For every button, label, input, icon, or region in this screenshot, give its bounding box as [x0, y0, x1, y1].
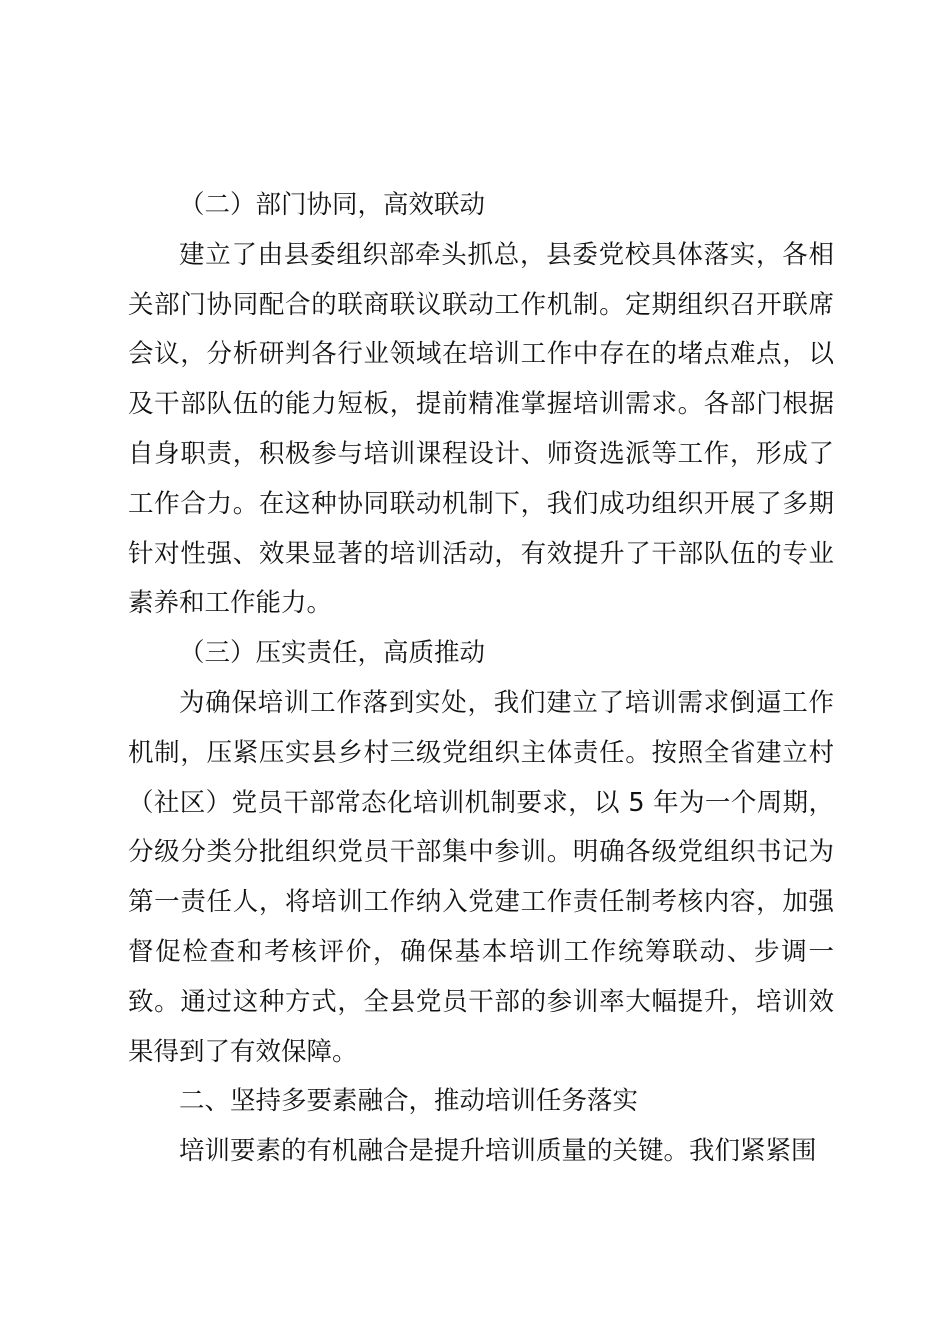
body-paragraph: 建立了由县委组织部牵头抓总，县委党校具体落实，各相关部门协同配合的联商联议联动工作机制。定期组织召开联席会议，分析研判各行业领域在培训工作中存在的堵点难点，以及干部队伍的能力短板，提前精准掌握培训需求。各部门根据自身职责，积极参与培训课程设计、师资选派等工作，形成了工作合力。在这种协同联动机制下，我们成功组织开展了多期针对性强、效果显著的培训活动，有效提升了干部队伍的专业素养和工作能力。	[128, 239, 834, 619]
chapter-heading: 二、坚持多要素融合，推动培训任务落实	[179, 1086, 639, 1117]
body-paragraph: 培训要素的有机融合是提升培训质量的关键。我们紧紧围	[179, 1136, 817, 1167]
document-body	[128, 181, 834, 1177]
section-heading-2: （二）部门协同，高效联动	[179, 190, 486, 220]
body-paragraph: 为确保培训工作落到实处，我们建立了培训需求倒逼工作机制，压紧压实县乡村三级党组织主体责任。按照全省建立村（社区）党员干部常态化培训机制要求，以 5 年为一个周期，分级分类分批组织党员干部集中参训。明确各级党组织书记为第一责任人，将培训工作纳入党建工作责任制考核内容，加强督促检查和考核评价，确保基本培训工作统筹联动、步调一致。通过这种方式，全县党员干部的参训率大幅提升，培训效果得到了有效保障。	[128, 687, 834, 1067]
section-heading-3: （三）压实责任，高质推动	[179, 638, 486, 669]
